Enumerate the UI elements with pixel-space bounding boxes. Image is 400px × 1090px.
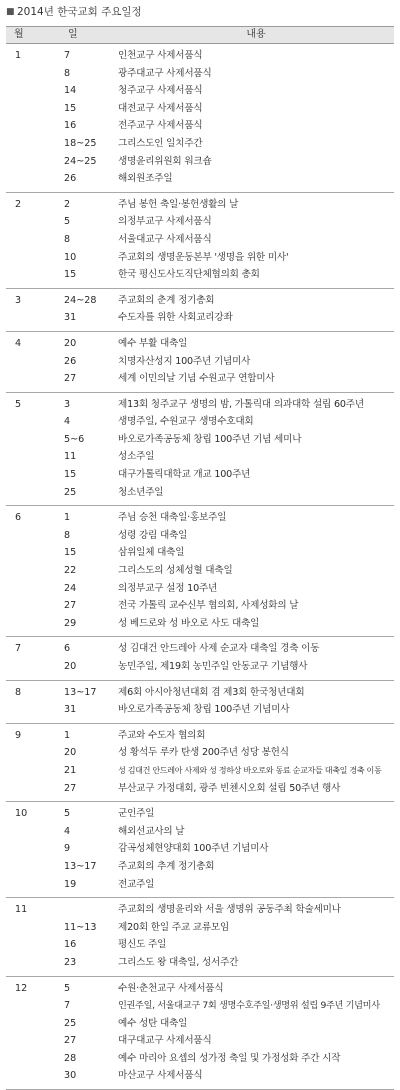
- content-cell: [118, 288, 394, 331]
- month-cell: [6, 192, 64, 288]
- event-text: 주님 봉헌 축일·봉헌생활의 날: [118, 198, 239, 210]
- month-label: 9: [15, 729, 22, 741]
- event-text: 수원·춘천교구 사제서품식: [118, 982, 224, 994]
- event-day: 3: [64, 398, 71, 410]
- event-text: 수도자를 위한 사회교리강좌: [118, 312, 233, 324]
- month-row: [6, 976, 394, 1090]
- event-day: 7: [64, 50, 71, 61]
- event-text: 삼위일체 대축일: [118, 547, 185, 559]
- day-cell: [64, 898, 118, 976]
- event-text: 광주대교구 사제서품식: [118, 67, 212, 79]
- month-row: [6, 898, 394, 976]
- event-text: 해외선교사의 날: [118, 825, 185, 837]
- day-cell: [64, 723, 118, 801]
- event-day: 8: [64, 67, 71, 79]
- month-cell: [6, 288, 64, 331]
- event-day: 27: [64, 782, 77, 794]
- page-title-row: [6, 4, 142, 20]
- month-cell: [6, 802, 64, 898]
- event-text: 대전교구 사제서품식: [118, 102, 203, 114]
- event-day: 24: [64, 582, 77, 594]
- event-text: 부산교구 가정대회, 광주 빈첸시오회 설립 50주년 행사: [118, 782, 341, 794]
- content-cell: [118, 976, 394, 1090]
- event-text: 성 베드로와 성 바오로 사도 대축일: [118, 617, 260, 629]
- event-day: 5: [64, 808, 71, 820]
- event-text: 마산교구 사제서품식: [118, 1070, 203, 1082]
- event-text: 한국 평신도사도직단체협의회 총회: [118, 269, 260, 281]
- event-text: 농민주일, 제19회 농민주일 안동교구 기념행사: [118, 661, 308, 672]
- event-text: 청주교구 사제서품식: [118, 85, 203, 97]
- month-label: 10: [15, 808, 28, 820]
- content-cell: [118, 192, 394, 288]
- event-day: 27: [64, 1035, 77, 1047]
- month-row: [6, 44, 394, 193]
- event-day: 20: [64, 661, 77, 672]
- day-cell: [64, 680, 118, 723]
- event-day: 16: [64, 939, 77, 951]
- month-label: 3: [15, 294, 22, 306]
- content-cell: [118, 898, 394, 976]
- event-day: 30: [64, 1070, 77, 1082]
- month-row: [6, 802, 394, 898]
- table-header: [6, 27, 394, 44]
- event-text: 인권주일, 서울대교구 7회 생명수호주일·생명위 설립 9주년 기념미사: [118, 1000, 380, 1012]
- day-cell: [64, 802, 118, 898]
- event-text: 주님 승천 대축일·홍보주일: [118, 512, 227, 524]
- event-day: 5: [64, 982, 71, 994]
- month-label: 12: [15, 982, 28, 994]
- month-label: 8: [15, 686, 22, 698]
- month-label: 2: [15, 198, 22, 210]
- event-text: 인천교구 사제서품식: [118, 50, 203, 61]
- event-day: 20: [64, 747, 77, 759]
- event-day: 5~6: [64, 433, 85, 445]
- event-day: 31: [64, 312, 77, 324]
- event-day: 11~13: [64, 921, 97, 933]
- event-day: 15: [64, 469, 77, 481]
- event-text: 전주교구 사제서품식: [118, 120, 203, 132]
- page-title: 2014년 한국교회 주요일정: [17, 6, 142, 18]
- event-day: 31: [64, 704, 77, 716]
- event-text: 그리스도인 일치주간: [118, 137, 203, 149]
- event-text: 의정부교구 사제서품식: [118, 216, 212, 228]
- header-day: 일: [64, 27, 118, 44]
- day-cell: [64, 392, 118, 506]
- event-text: 제13회 청주교구 생명의 밤, 가톨릭대 의과대학 설립 60주년: [118, 398, 364, 410]
- month-label: 7: [15, 643, 22, 655]
- event-day: 25: [64, 486, 77, 498]
- event-text: 그리스도 왕 대축일, 성서주간: [118, 956, 239, 968]
- event-text: 바오로가족공동체 창립 100주년 기념미사: [118, 704, 290, 716]
- content-cell: [118, 680, 394, 723]
- event-day: 24~25: [64, 155, 97, 167]
- month-label: 5: [15, 398, 22, 410]
- event-text: 제20회 한일 주교 교류모임: [118, 921, 230, 933]
- event-day: 28: [64, 1052, 77, 1064]
- day-cell: [64, 637, 118, 680]
- event-text: 주교회의 추계 정기총회: [118, 860, 215, 872]
- month-cell: [6, 898, 64, 976]
- event-day: 20: [64, 337, 77, 349]
- event-day: 13~17: [64, 686, 97, 698]
- event-day: 23: [64, 956, 77, 968]
- event-text: 바오로가족공동체 창립 100주년 기념 세미나: [118, 433, 302, 445]
- content-cell: [118, 802, 394, 898]
- event-day: 27: [64, 373, 77, 385]
- event-text: 생명주일, 수원교구 생명수호대회: [118, 416, 254, 428]
- month-cell: [6, 331, 64, 392]
- event-day: 26: [64, 355, 77, 367]
- event-text: 성령 강림 대축일: [118, 529, 188, 541]
- event-day: [64, 901, 118, 919]
- event-day: 7: [64, 1000, 71, 1012]
- event-day: 29: [64, 617, 77, 629]
- month-row: [6, 680, 394, 723]
- event-text: 예수 성탄 대축일: [118, 1017, 188, 1029]
- event-day: 4: [64, 825, 71, 837]
- month-cell: [6, 44, 64, 193]
- month-row: [6, 723, 394, 801]
- table-body: [6, 44, 394, 1090]
- event-text: 세계 이민의날 기념 수원교구 연합미사: [118, 373, 275, 385]
- month-label: 6: [15, 512, 22, 524]
- month-cell: [6, 723, 64, 801]
- event-text: 전국 가톨릭 교수신부 협의회, 사제성화의 날: [118, 600, 299, 612]
- event-text: 예수 부활 대축일: [118, 337, 188, 349]
- month-row: [6, 637, 394, 680]
- event-day: 4: [64, 416, 71, 428]
- event-day: 15: [64, 547, 77, 559]
- event-text: 성 김대건 안드레아 사제와 성 정하상 바오로와 동료 순교자들 대축일 경축 이동: [118, 764, 382, 775]
- month-label: 4: [15, 337, 22, 349]
- event-text: 대구대교구 사제서품식: [118, 1035, 212, 1047]
- day-cell: [64, 976, 118, 1090]
- event-day: 16: [64, 120, 77, 132]
- content-cell: [118, 331, 394, 392]
- day-cell: [64, 44, 118, 193]
- event-day: 14: [64, 85, 77, 97]
- event-day: 25: [64, 1017, 77, 1029]
- event-text: 생명윤리위원회 워크숍: [118, 155, 212, 167]
- month-cell: [6, 392, 64, 506]
- square-bullet-icon: ■: [6, 7, 15, 17]
- event-day: 8: [64, 233, 71, 245]
- event-day: 9: [64, 843, 71, 855]
- month-cell: [6, 506, 64, 637]
- month-label: 11: [15, 904, 28, 916]
- content-cell: [118, 723, 394, 801]
- header-row: [6, 27, 394, 44]
- event-text: 성 황석두 루카 탄생 200주년 성당 봉헌식: [118, 747, 289, 759]
- content-cell: [118, 637, 394, 680]
- event-text: 제6회 아시아청년대회 겸 제3회 한국청년대회: [118, 686, 305, 698]
- event-text: 전교주일: [118, 878, 155, 890]
- month-cell: [6, 680, 64, 723]
- event-text: 주교회의 춘계 정기총회: [118, 294, 215, 306]
- event-day: 1: [64, 512, 71, 524]
- event-day: 24~28: [64, 294, 97, 306]
- event-day: 22: [64, 565, 77, 577]
- event-day: 15: [64, 269, 77, 281]
- month-label: 1: [15, 50, 22, 61]
- event-day: 13~17: [64, 860, 97, 872]
- event-text: 의정부교구 설정 10주년: [118, 582, 218, 594]
- event-text: 주교와 수도자 협의회: [118, 729, 206, 741]
- schedule-table: [6, 26, 394, 1090]
- event-text: 예수 마리아 요셉의 성가정 축일 및 가정성화 주간 시작: [118, 1052, 341, 1064]
- day-cell: [64, 331, 118, 392]
- event-day: 27: [64, 600, 77, 612]
- event-text: 서울대교구 사제서품식: [118, 233, 212, 245]
- event-text: 성소주일: [118, 451, 155, 463]
- header-month: 월: [6, 27, 64, 44]
- content-cell: [118, 44, 394, 193]
- content-cell: [118, 506, 394, 637]
- event-text: 성 김대건 안드레아 사제 순교자 대축일 경축 이동: [118, 643, 320, 655]
- event-day: 26: [64, 173, 77, 185]
- event-text: 치명자산성지 100주년 기념미사: [118, 355, 251, 367]
- event-day: 2: [64, 198, 71, 210]
- event-day: 15: [64, 102, 77, 114]
- event-text: 해외원조주일: [118, 173, 173, 185]
- event-day: 21: [64, 764, 77, 776]
- event-text: 그리스도의 성체성혈 대축일: [118, 565, 233, 577]
- event-day: 19: [64, 878, 77, 890]
- month-row: [6, 288, 394, 331]
- event-text: 감곡성체현양대회 100주년 기념미사: [118, 843, 269, 855]
- event-day: 11: [64, 451, 77, 463]
- content-cell: [118, 392, 394, 506]
- event-text: 주교회의 생명윤리와 서울 생명위 공동주최 학술세미나: [118, 904, 341, 916]
- event-text: 청소년주일: [118, 486, 164, 498]
- event-day: 18~25: [64, 137, 97, 149]
- month-cell: [6, 637, 64, 680]
- event-text: 평신도 주일: [118, 939, 167, 951]
- event-text: 주교회의 생명운동본부 '생명을 위한 미사': [118, 251, 289, 263]
- header-content: 내용: [118, 27, 394, 44]
- event-text: 군인주일: [118, 808, 155, 820]
- month-row: [6, 331, 394, 392]
- month-row: [6, 392, 394, 506]
- event-day: 6: [64, 643, 71, 655]
- month-row: [6, 192, 394, 288]
- month-cell: [6, 976, 64, 1090]
- event-day: 1: [64, 729, 71, 741]
- event-day: 10: [64, 251, 77, 263]
- event-text: 대구가톨릭대학교 개교 100주년: [118, 469, 251, 481]
- day-cell: [64, 192, 118, 288]
- month-row: [6, 506, 394, 637]
- event-day: 5: [64, 216, 71, 228]
- day-cell: [64, 506, 118, 637]
- day-cell: [64, 288, 118, 331]
- event-day: 8: [64, 529, 71, 541]
